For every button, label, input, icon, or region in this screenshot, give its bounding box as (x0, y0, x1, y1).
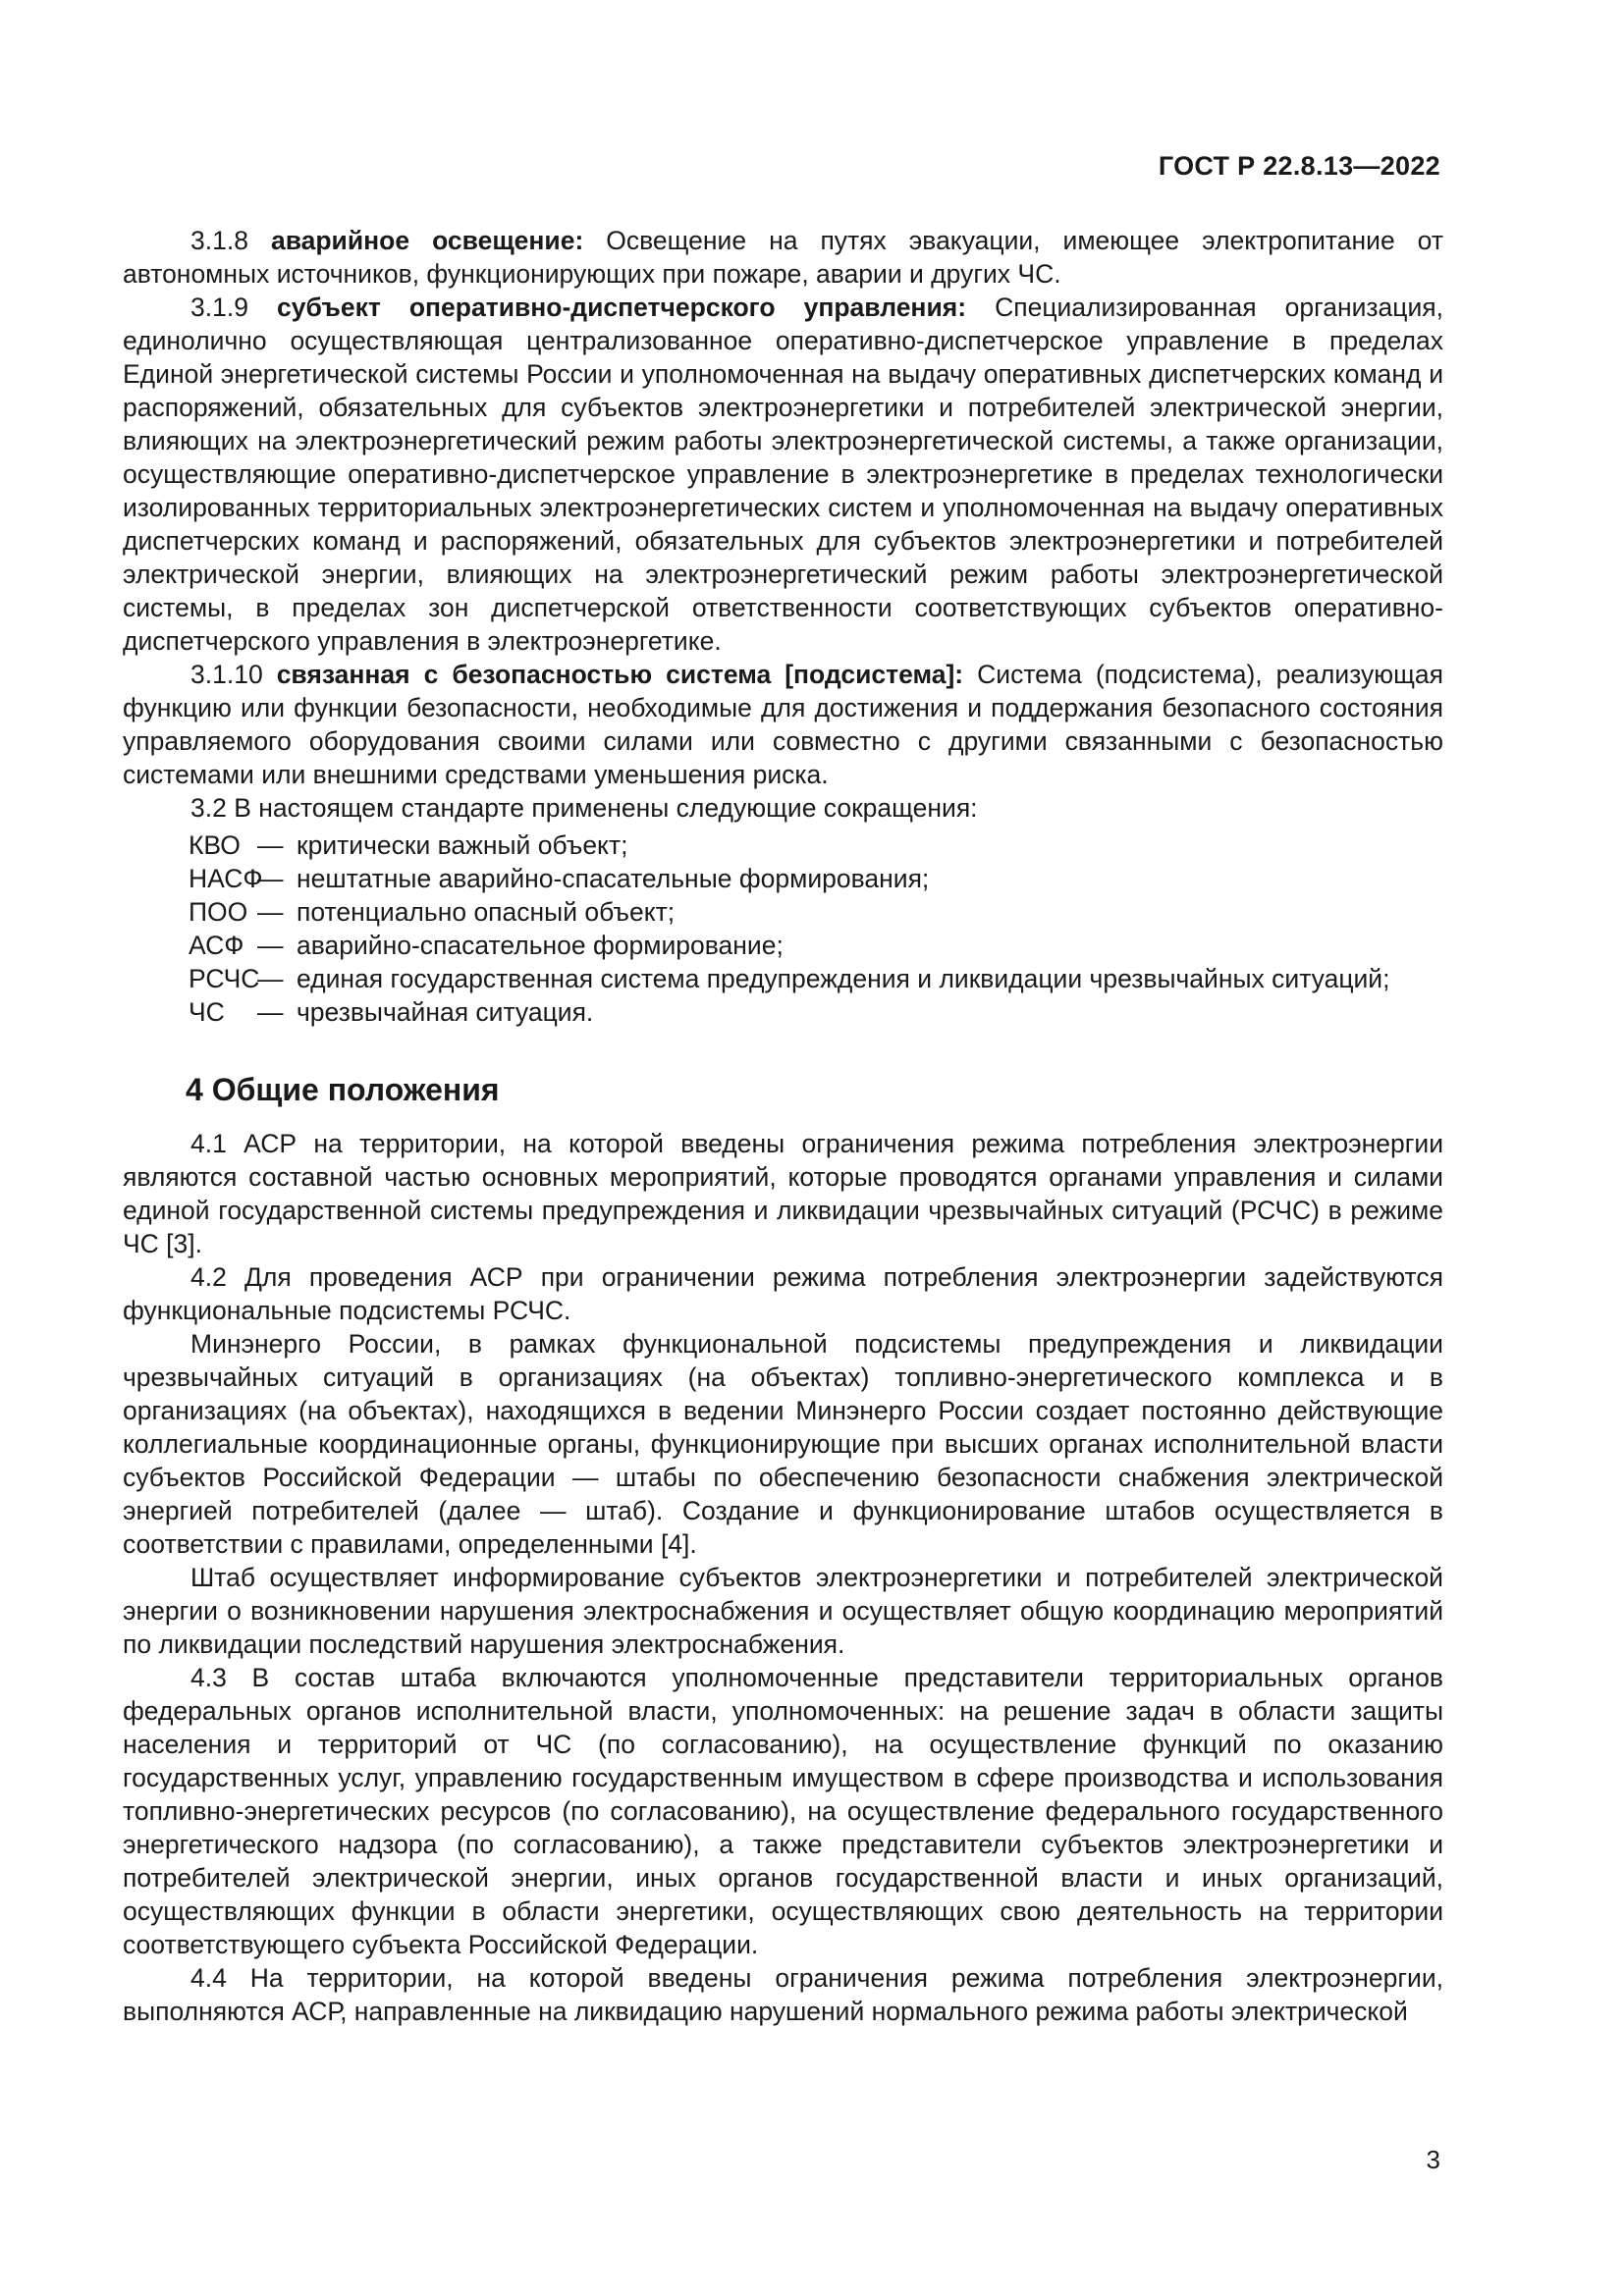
abbreviation-definition: чрезвычайная ситуация. (297, 997, 594, 1027)
abbreviation-dash: — (257, 964, 284, 993)
abbreviation-definition: критически важный объект; (297, 830, 628, 860)
section-paragraph: Штаб осуществляет информирование субъектов электроэнергетики и потребителей электрической энергии о возникновении нарушения электроснабжения и осуществляет общую координацию мероприятий по ликвидации последствий нарушения электроснабжения. (123, 1563, 1443, 1659)
definition-term: аварийное освещение: (270, 226, 584, 255)
abbreviation-item (123, 962, 1443, 995)
section-paragraph: 4.3 В состав штаба включаются уполномоченные представители территориальных органов федеральных органов исполнительной власти, уполномоченных: на решение задач в области защиты населения и территорий от ЧС (по согласованию), на осуществление функций по оказанию государственных услуг, управлению государственным имуществом в сфере производства и использования топливно-энергетических ресурсов (по согласованию), на осуществление федерального государственного энергетического надзора (по согласованию), а также представители субъектов электроэнергетики и потребителей электрической энергии, иных органов государственной власти и иных организаций, осуществляющих функции в области энергетики, осуществляющих свою деятельность на территории соответствующего субъекта Российской Федерации. (123, 1663, 1443, 1959)
abbreviation-key: РСЧС (189, 964, 260, 993)
abbreviations-list (123, 828, 1443, 1029)
abbreviation-item (123, 929, 1443, 962)
abbreviation-item (123, 862, 1443, 895)
abbreviation-key: НАСФ (189, 864, 263, 893)
abbreviation-dash: — (257, 931, 284, 960)
definition-term: связанная с безопасностью система [подсистема]: (276, 660, 964, 689)
abbreviation-dash: — (257, 830, 284, 860)
abbreviation-key: ЧС (189, 997, 225, 1027)
abbreviation-key: КВО (189, 830, 241, 860)
abbreviation-dash: — (257, 897, 284, 927)
abbreviation-item (123, 828, 1443, 862)
definition-number: 3.1.8 (190, 226, 248, 255)
definition-3-1-8 (123, 224, 1443, 291)
page-number: 3 (1426, 2145, 1440, 2174)
abbreviation-definition: нештатные аварийно-спасательные формирования; (297, 864, 930, 893)
definition-number: 3.1.10 (190, 660, 263, 689)
abbreviation-definition: единая государственная система предупреждения и ликвидации чрезвычайных ситуаций; (297, 964, 1390, 993)
abbreviation-dash: — (257, 864, 284, 893)
abbreviation-item (123, 995, 1443, 1029)
section-paragraph: 4.2 Для проведения АСР при ограничении режима потребления электроэнергии задействуются функциональные подсистемы РСЧС. (123, 1262, 1443, 1325)
abbreviation-key: ПОО (189, 897, 248, 927)
abbreviation-key: АСФ (189, 931, 244, 960)
abbreviation-definition: аварийно-спасательное формирование; (297, 931, 784, 960)
abbreviation-item (123, 895, 1443, 929)
abbreviation-dash: — (257, 997, 284, 1027)
abbreviation-definition: потенциально опасный объект; (297, 897, 676, 927)
standard-code-header: ГОСТ Р 22.8.13—2022 (1158, 151, 1440, 181)
section-heading: 4 Общие положения (186, 1072, 500, 1107)
page-content (123, 224, 1443, 2028)
definition-term: субъект оперативно-диспетчерского управления: (277, 293, 967, 322)
section-paragraph: 4.1 АСР на территории, на которой введены ограничения режима потребления электроэнергии являются составной частью основных мероприятий, которые проводятся органами управления и силами единой государственной системы предупреждения и ликвидации чрезвычайных ситуаций (РСЧС) в режиме ЧС [3]. (123, 1129, 1443, 1258)
definition-text: Система (подсистема), реализующая функцию или функции безопасности, необходимые для достижения и поддержания безопасного состояния управляемого оборудования своими силами или совместно с другими связанными с безопасностью системами или внешними средствами уменьшения риска. (123, 660, 1443, 789)
definition-3-1-10 (123, 658, 1443, 791)
section-paragraph: 4.4 На территории, на которой введены ограничения режима потребления электроэнергии, выполняются АСР, направленные на ликвидацию нарушений нормального режима работы электрической (123, 1963, 1443, 2026)
definition-text: Освещение на путях эвакуации, имеющее электропитание от автономных источников, функционирующих при пожаре, аварии и других ЧС. (123, 226, 1443, 289)
definition-text: Специализированная организация, единолично осуществляющая централизованное оперативно-диспетчерское управление в пределах Единой энергетической системы России и уполномоченная на выдачу оперативных диспетчерских команд и распоряжений, обязательных для субъектов электроэнергетики и потребителей электрической энергии, влияющих на электроэнергетический режим работы электроэнергетической системы, а также организации, осуществляющие оперативно-диспетчерское управление в электроэнергетике в пределах технологически изолированных территориальных электроэнергетических систем и уполномоченная на выдачу оперативных диспетчерских команд и распоряжений, обязательных для субъектов электроэнергетики и потребителей электрической энергии, влияющих на электроэнергетический режим работы электроэнергетической системы, в пределах зон диспетчерской ответственности соответствующих субъектов оперативно-диспетчерского управления в электроэнергетике. (123, 293, 1443, 656)
abbreviations-intro: 3.2 В настоящем стандарте применены следующие сокращения: (190, 793, 978, 823)
section-paragraph: Минэнерго России, в рамках функциональной подсистемы предупреждения и ликвидации чрезвычайных ситуаций в организациях (на объектах) топливно-энергетического комплекса и в организациях (на объектах), находящихся в ведении Минэнерго России создает постоянно действующие коллегиальные координационные органы, функционирующие при высших органах исполнительной власти субъектов Российской Федерации — штабы по обеспечению безопасности снабжения электрической энергией потребителей (далее — штаб). Создание и функционирование штабов осуществляется в соответствии с правилами, определенными [4]. (123, 1329, 1443, 1559)
definition-3-1-9 (123, 291, 1443, 658)
definition-number: 3.1.9 (190, 293, 248, 322)
